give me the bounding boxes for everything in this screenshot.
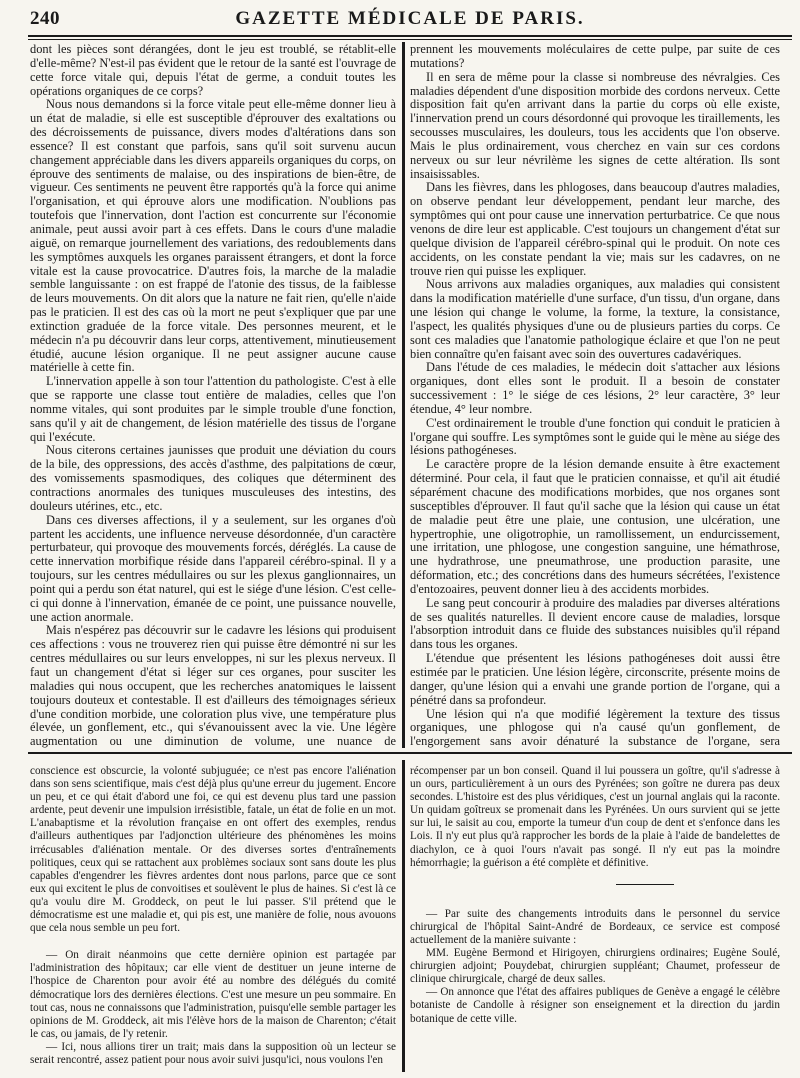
paragraph: Il en sera de même pour la classe si nombreuse des névralgies. Ces maladies dépendent d'une disposition morbide des cordons nerveux. Cette disposition fait qu'en arrivant dans la partie du corps où elle existe, l'innervation prend un cours désordonné qui provoque les tiraillements, les secousses musculaires, les douleurs, tous les accidents que l'on observe. Mais le plus ordinairement, vous cherchez en vain sur ces cordons nerveux ou sur leur névrilème les signes de cette altération. Ils sont insaisissables. [410,69,780,181]
masthead-title: GAZETTE MÉDICALE DE PARIS. [235,8,585,29]
paragraph: L'étendue que présentent les lésions pathogéneses doit aussi être estimée par le praticien. Une lésion légère, circonscrite, présente moins de danger, qu'une lésion qui a envahi une grande portion de l'organe, qui a pénétré dans sa profondeur. [410,651,780,707]
paragraph: — On annonce que l'état des affaires publiques de Genève a engagé le célèbre botaniste de Candolle à résigner son enseignement et la direction du jardin botanique de cette ville. [410,986,780,1025]
column-divider [402,42,405,748]
column-divider [402,760,405,1072]
paragraph: Nous nous demandons si la force vitale peut elle-même donner lieu à un état de maladie, si elle est susceptible d'éprouver des exaltations ou des décroissements de puissance, divers modes d'altérations dans son essence? Il est constant que parfois, sans qu'il soit survenu aucun changement appréciable dans les divers appareils organiques du corps, on éprouve des sentiments de malaise, ou des inspirations de bien-être, de vigueur. Ces sentiments ne peuvent être rapportés qu'à la force qui anime l'organisation, et qui éprouve alors une modification. N'oublions pas toutefois que l'innervation, dont l'action est concurrente sur l'économie animale, peut aussi avoir part à ces effets. Dans le cours d'une maladie aiguë, on remarque journellement des variations, des redoublements dans les symptômes auxquels les organes paraissent étrangers, et dont la force vitale est la cause provocatrice. D'autres fois, la marche de la maladie semble languissante : on est frappé de l'atonie des tissus, de la faiblesse de leurs mouvements. On dit alors que la nature ne fait rien, qu'elle n'aide pas le praticien. Il est des cas où la mort ne peut s'expliquer que par une extinction graduée de la force vitale. Des personnes meurent, et le médecin n'a pu découvrir dans leur corps, attentivement, minutieusement étudié, aucune lésion organique. Il ne peut assigner aucune cause matérielle à cette fin. [30,97,396,375]
paragraph: — Ici, nous allions tirer un trait; mais dans la supposition où un lecteur se serait rencontré, assez patient pour nous avoir suivi jusqu'ici, nous voulons l'en [30,1040,396,1066]
feuilleton-column-right [410,765,780,1072]
article-column-right [410,43,780,749]
paragraph: récompenser par un bon conseil. Quand il lui poussera un goître, qu'il s'adresse à un ours, particulièrement à un ours des Pyrénées; son goître ne durera pas deux secondes. L'histoire est des plus véridiques, c'est un journal anglais qui la raconte. Un quidam goîtreux se promenait dans les Pyrénées. Un ours survient qui se jette sur lui, le saisit au cou, emporte la tumeur d'un coup de dent et s'enfonce dans les Lois. Il n'y eut plus qu'à rapprocher les bords de la plaie à l'aide de bandelettes de diachylon, ce à quoi l'ours n'avait pas songé. Il n'y eut pas la moindre hémorrhagie; la guérison a été complète et définitive. [410,765,780,869]
paragraph: Dans l'étude de ces maladies, le médecin doit s'attacher aux lésions organiques, dont elles sont le produit. Il a besoin de constater successivement : 1° le siége de ces lésions, 2° leur caractère, 3° leur étendue, 4° leur nombre. [410,360,780,416]
paragraph: prennent les mouvements moléculaires de cette pulpe, par suite de ces mutations? [410,43,780,70]
paragraph: Le sang peut concourir à produire des maladies par diverses altérations de ses qualités naturelles. Il devient encore cause de maladies, lorsque l'absorption introduit dans ce fluide des substances nuisibles qu'il répand dans tous les organes. [410,595,780,652]
paragraph: Une lésion qui n'a que modifié légèrement la texture des tissus organiques, une phlogose qui n'a causé qu'un gonflement, de l'engorgement sans avoir dénaturé la substance de l'organe, sera [410,706,780,749]
page-header [30,8,790,34]
feuilleton-column-left [30,765,396,1072]
paragraph: Nous citerons certaines jaunisses que produit une déviation du cours de la bile, des oppressions, des accès d'asthme, des palpitations de cœur, des vomissements spasmodiques, des coliques que déterminent des contractions anormales des tuniques musculeuses des intestins, des douleurs utérines, etc., etc. [30,443,396,513]
paragraph: — On dirait néanmoins que cette dernière opinion est partagée par l'administration des hôpitaux; car elle vient de destituer un jeune interne de l'hospice de Charenton pour avoir été au nombre des délégués du comité démocratique lors des dernières élections. C'est une mesure un peu sommaire. En tout cas, nous ne connaissons que l'administration, puisqu'elle semble partager les opinions de M. Groddeck, ait mis l'élève hors de la maison de Charenton; c'était le cas, ou jamais, de l'y retenir. [30,949,396,1040]
paragraph: Le caractère propre de la lésion demande ensuite à être exactement déterminé. Pour cela, il faut que le praticien connaisse, et qu'il ait étudié séparément chacune des modifications morbides, que nos organes sont susceptibles d'éprouver. Il faut qu'il sache que la lésion qui cause un état de maladie peut être une plaie, une contusion, une ulcération, une hypertrophie, une oligotrophie, un ramollissement, un endurcissement, une irritation, une phlogose, une congestion sanguine, une hémathrose, une hydrathrose, une pneumathrose, une production parasite, une déformation, etc.; des concrétions dans des humeurs sécrétées, l'existence d'entozoaires, peuvent donner lieu à des accidents morbides. [410,457,780,596]
paragraph: — Par suite des changements introduits dans le personnel du service chirurgical de l'hôpital Saint-André de Bordeaux, ce service est composé actuellement de la manière suivante : [410,907,780,946]
paragraph: C'est ordinairement le trouble d'une fonction qui conduit le praticien à l'organe qui souffre. Les symptômes sont le guide qui le mène au siége des lésions pathogéneses. [410,415,780,458]
paragraph: conscience est obscurcie, la volonté subjuguée; ce n'est pas encore l'aliénation dans son sens scientifique, mais c'est déjà plus qu'une erreur du jugement. Encore un peu, et ce qui était d'abord une foi, ce qui est devenu plus tard une passion ardente, peut devenir une impulsion irrésistible, fatale, un état de folie en un mot. L'anabaptisme et la révolution française en ont offert des exemples, rendus d'ailleurs authentiques par l'adjonction ultérieure des phénomènes les moins irrécusables d'aliénation mentale. Or des diverses sortes d'entraînements politiques, ceux qui se rattachent aux problèmes sociaux sont sans doute les plus capables d'engendrer les fièvres ardentes dont nous parlons, parce que ce sont eux qui excitent le plus de convoitises et soulèvent le plus de haines. Si c'est là ce qu'a voulu dire M. Groddeck, on peut le lui passer. S'il prétend que le démocratisme est une maladie et, qui pis est, une manière de folie, nous avouons que cela nous semble un peu fort. [30,765,396,935]
paragraph: L'innervation appelle à son tour l'attention du pathologiste. C'est à elle que se rapporte une classe tout entière de maladies, celles que l'on nomme vitales, qui sont produites par le simple trouble d'une fonction, sans qu'il y ait de changement, de lésion matérielle des tissus de l'organe qui l'exécute. [30,374,396,444]
paragraph: Mais n'espérez pas découvrir sur le cadavre les lésions qui produisent ces affections : vous ne trouverez rien qui puisse être démontré ni sur les centres médullaires ou sur leurs enveloppes, ni sur les plexus nerveux. Il faut un changement d'état si léger sur ces organes, pour susciter les maladies qui nous occupent, que les recherches anatomiques le laissent toujours douteux et contestable. Il est d'ailleurs des témoignages sérieux d'une condition morbide, une coloration plus vive, une température plus élevée, un gonflement, etc., qui s'évanouissent avec la vie. Une légère augmentation ou une diminution de volume, une nuance de [30,623,396,749]
header-rule [28,35,792,37]
section-rule [28,752,792,754]
paragraph: Dans les fièvres, dans les phlogoses, dans beaucoup d'autres maladies, on observe pendant leur développement, pendant leur marche, des symptômes qui ont pour cause une innervation perturbatrice. Ce que nous venons de dire leur est applicable. C'est toujours un changement d'état sur quelque division de l'appareil cérébro-spinal qui le produit. On note ces accidents, on les constate pendant la vie; mais sur les cadavres, on ne trouve rien qui puisse les expliquer. [410,180,780,278]
article-column-left [30,43,396,749]
paragraph: dont les pièces sont dérangées, dont le jeu est troublé, se rétablit-elle d'elle-même? N'est-il pas évident que le retour de la santé est l'ouvrage de cette force vitale qui, depuis l'état de germe, a conduit toutes les opérations organiques de ce corps? [30,43,396,98]
separator-rule [616,884,674,885]
page-number: 240 [30,8,60,29]
paragraph: Nous arrivons aux maladies organiques, aux maladies qui consistent dans la modification matérielle d'une surface, d'un tissu, d'un organe, dans une lésion qui change le volume, la forme, la texture, la consistance, l'aspect, les qualités physiques d'une ou de plusieurs parties du corps. Ce sont ces maladies que l'anatomie pathologique éclaire et que l'on ne peut bien connaître qu'en faisant avec soin des ouvertures cadavériques. [410,277,780,361]
paragraph: MM. Eugène Bermond et Hirigoyen, chirurgiens ordinaires; Eugène Soulé, chirurgien adjoint; Pouydebat, chirurgien suppléant; Chaumet, professeur de clinique chirurgicale, chargé de deux salles. [410,947,780,986]
header-rule-thin [28,39,792,40]
paragraph: Dans ces diverses affections, il y a seulement, sur les organes d'où partent les accidents, une influence nerveuse désordonnée, d'un caractère perturbateur, qui provoque des mouvements forcés, déréglés. La cause de cette innervation morbifique réside dans l'appareil cérébro-spinal. Il y a toujours, sur les centres médullaires ou sur les plexus ganglionnaires, un point qui a perdu son état naturel, qui est le siége d'une lésion. C'est celle-ci qui donne à l'innervation, émanée de ce point, une puissance nouvelle, une action anormale. [30,512,396,624]
